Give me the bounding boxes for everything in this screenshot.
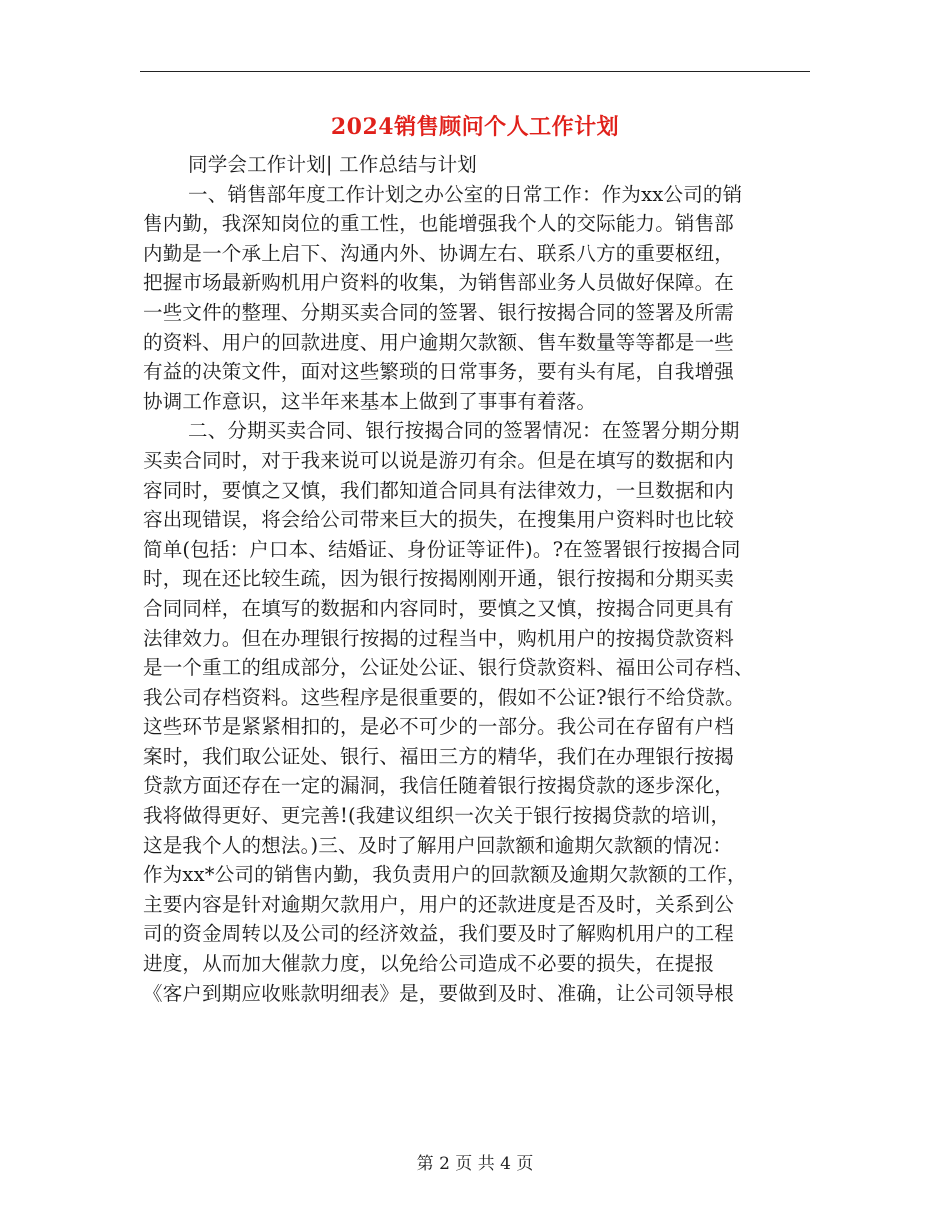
body-line: 合同同样，在填写的数据和内容同时，要慎之又慎，按揭合同更具有 (143, 596, 735, 620)
body-line: 容同时，要慎之又慎，我们都知道合同具有法律效力，一旦数据和内 (143, 478, 735, 502)
body-line: 售内勤，我深知岗位的重工性，也能增强我个人的交际能力。销售部 (143, 212, 735, 236)
body-line: 主要内容是针对逾期欠款用户，用户的还款进度是否及时，关系到公 (143, 892, 735, 916)
body-line: 的资料、用户的回款进度、用户逾期欠款额、售车数量等等都是一些 (143, 330, 735, 354)
body-line: 容出现错误，将会给公司带来巨大的损失，在搜集用户资料时也比较 (143, 508, 735, 532)
body-line: 二、分期买卖合同、银行按揭合同的签署情况：在签署分期分期 (188, 419, 740, 443)
body-line: 进度，从而加大催款力度，以免给公司造成不必要的损失，在提报 (143, 952, 715, 976)
body-line: 时，现在还比较生疏，因为银行按揭刚刚开通，银行按揭和分期买卖 (143, 567, 735, 591)
body-line: 这些环节是紧紧相扣的，是必不可少的一部分。我公司在存留有户档 (143, 715, 735, 739)
body-line: 《客户到期应收账款明细表》是，要做到及时、准确，让公司领导根 (143, 981, 735, 1005)
body-line: 贷款方面还存在一定的漏洞，我信任随着银行按揭贷款的逐步深化， (143, 774, 735, 798)
body-line: 案时，我们取公证处、银行、福田三方的精华，我们在办理银行按揭 (143, 744, 735, 768)
body-line: 法律效力。但在办理银行按揭的过程当中，购机用户的按揭贷款资料 (143, 626, 735, 650)
body-line: 同学会工作计划| 工作总结与计划 (188, 153, 477, 176)
body-line: 这是我个人的想法。)三、及时了解用户回款额和逾期欠款额的情况： (143, 833, 733, 857)
body-line: 协调工作意识，这半年来基本上做到了事事有着落。 (143, 389, 597, 413)
header-rule (140, 71, 810, 72)
body-line: 是一个重工的组成部分，公证处公证、银行贷款资料、福田公司存档、 (143, 656, 754, 680)
body-line: 买卖合同时，对于我来说可以说是游刃有余。但是在填写的数据和内 (143, 448, 735, 472)
document-title: 2024销售顾问个人工作计划 (330, 114, 620, 140)
body-line: 简单(包括：户口本、结婚证、身份证等证件)。?在签署银行按揭合同 (143, 537, 741, 561)
body-line: 内勤是一个承上启下、沟通内外、协调左右、联系八方的重要枢纽， (143, 241, 735, 265)
body-line: 我将做得更好、更完善!(我建议组织一次关于银行按揭贷款的培训， (143, 804, 731, 828)
body-line: 把握市场最新购机用户资料的收集，为销售部业务人员做好保障。在 (143, 271, 735, 295)
body-line: 一些文件的整理、分期买卖合同的签署、银行按揭合同的签署及所需 (143, 300, 735, 324)
body-line: 司的资金周转以及公司的经济效益，我们要及时了解购机用户的工程 (143, 922, 735, 946)
body-line: 有益的决策文件，面对这些繁琐的日常事务，要有头有尾，自我增强 (143, 360, 735, 384)
page-footer: 第 2 页 共 4 页 (416, 1154, 534, 1174)
body-line: 一、销售部年度工作计划之办公室的日常工作：作为xx公司的销 (188, 182, 743, 206)
body-line: 我公司存档资料。这些程序是很重要的，假如不公证?银行不给贷款。 (143, 685, 745, 709)
body-line: 作为xx*公司的销售内勤，我负责用户的回款额及逾期欠款额的工作， (143, 863, 747, 887)
document-body (143, 150, 813, 1008)
